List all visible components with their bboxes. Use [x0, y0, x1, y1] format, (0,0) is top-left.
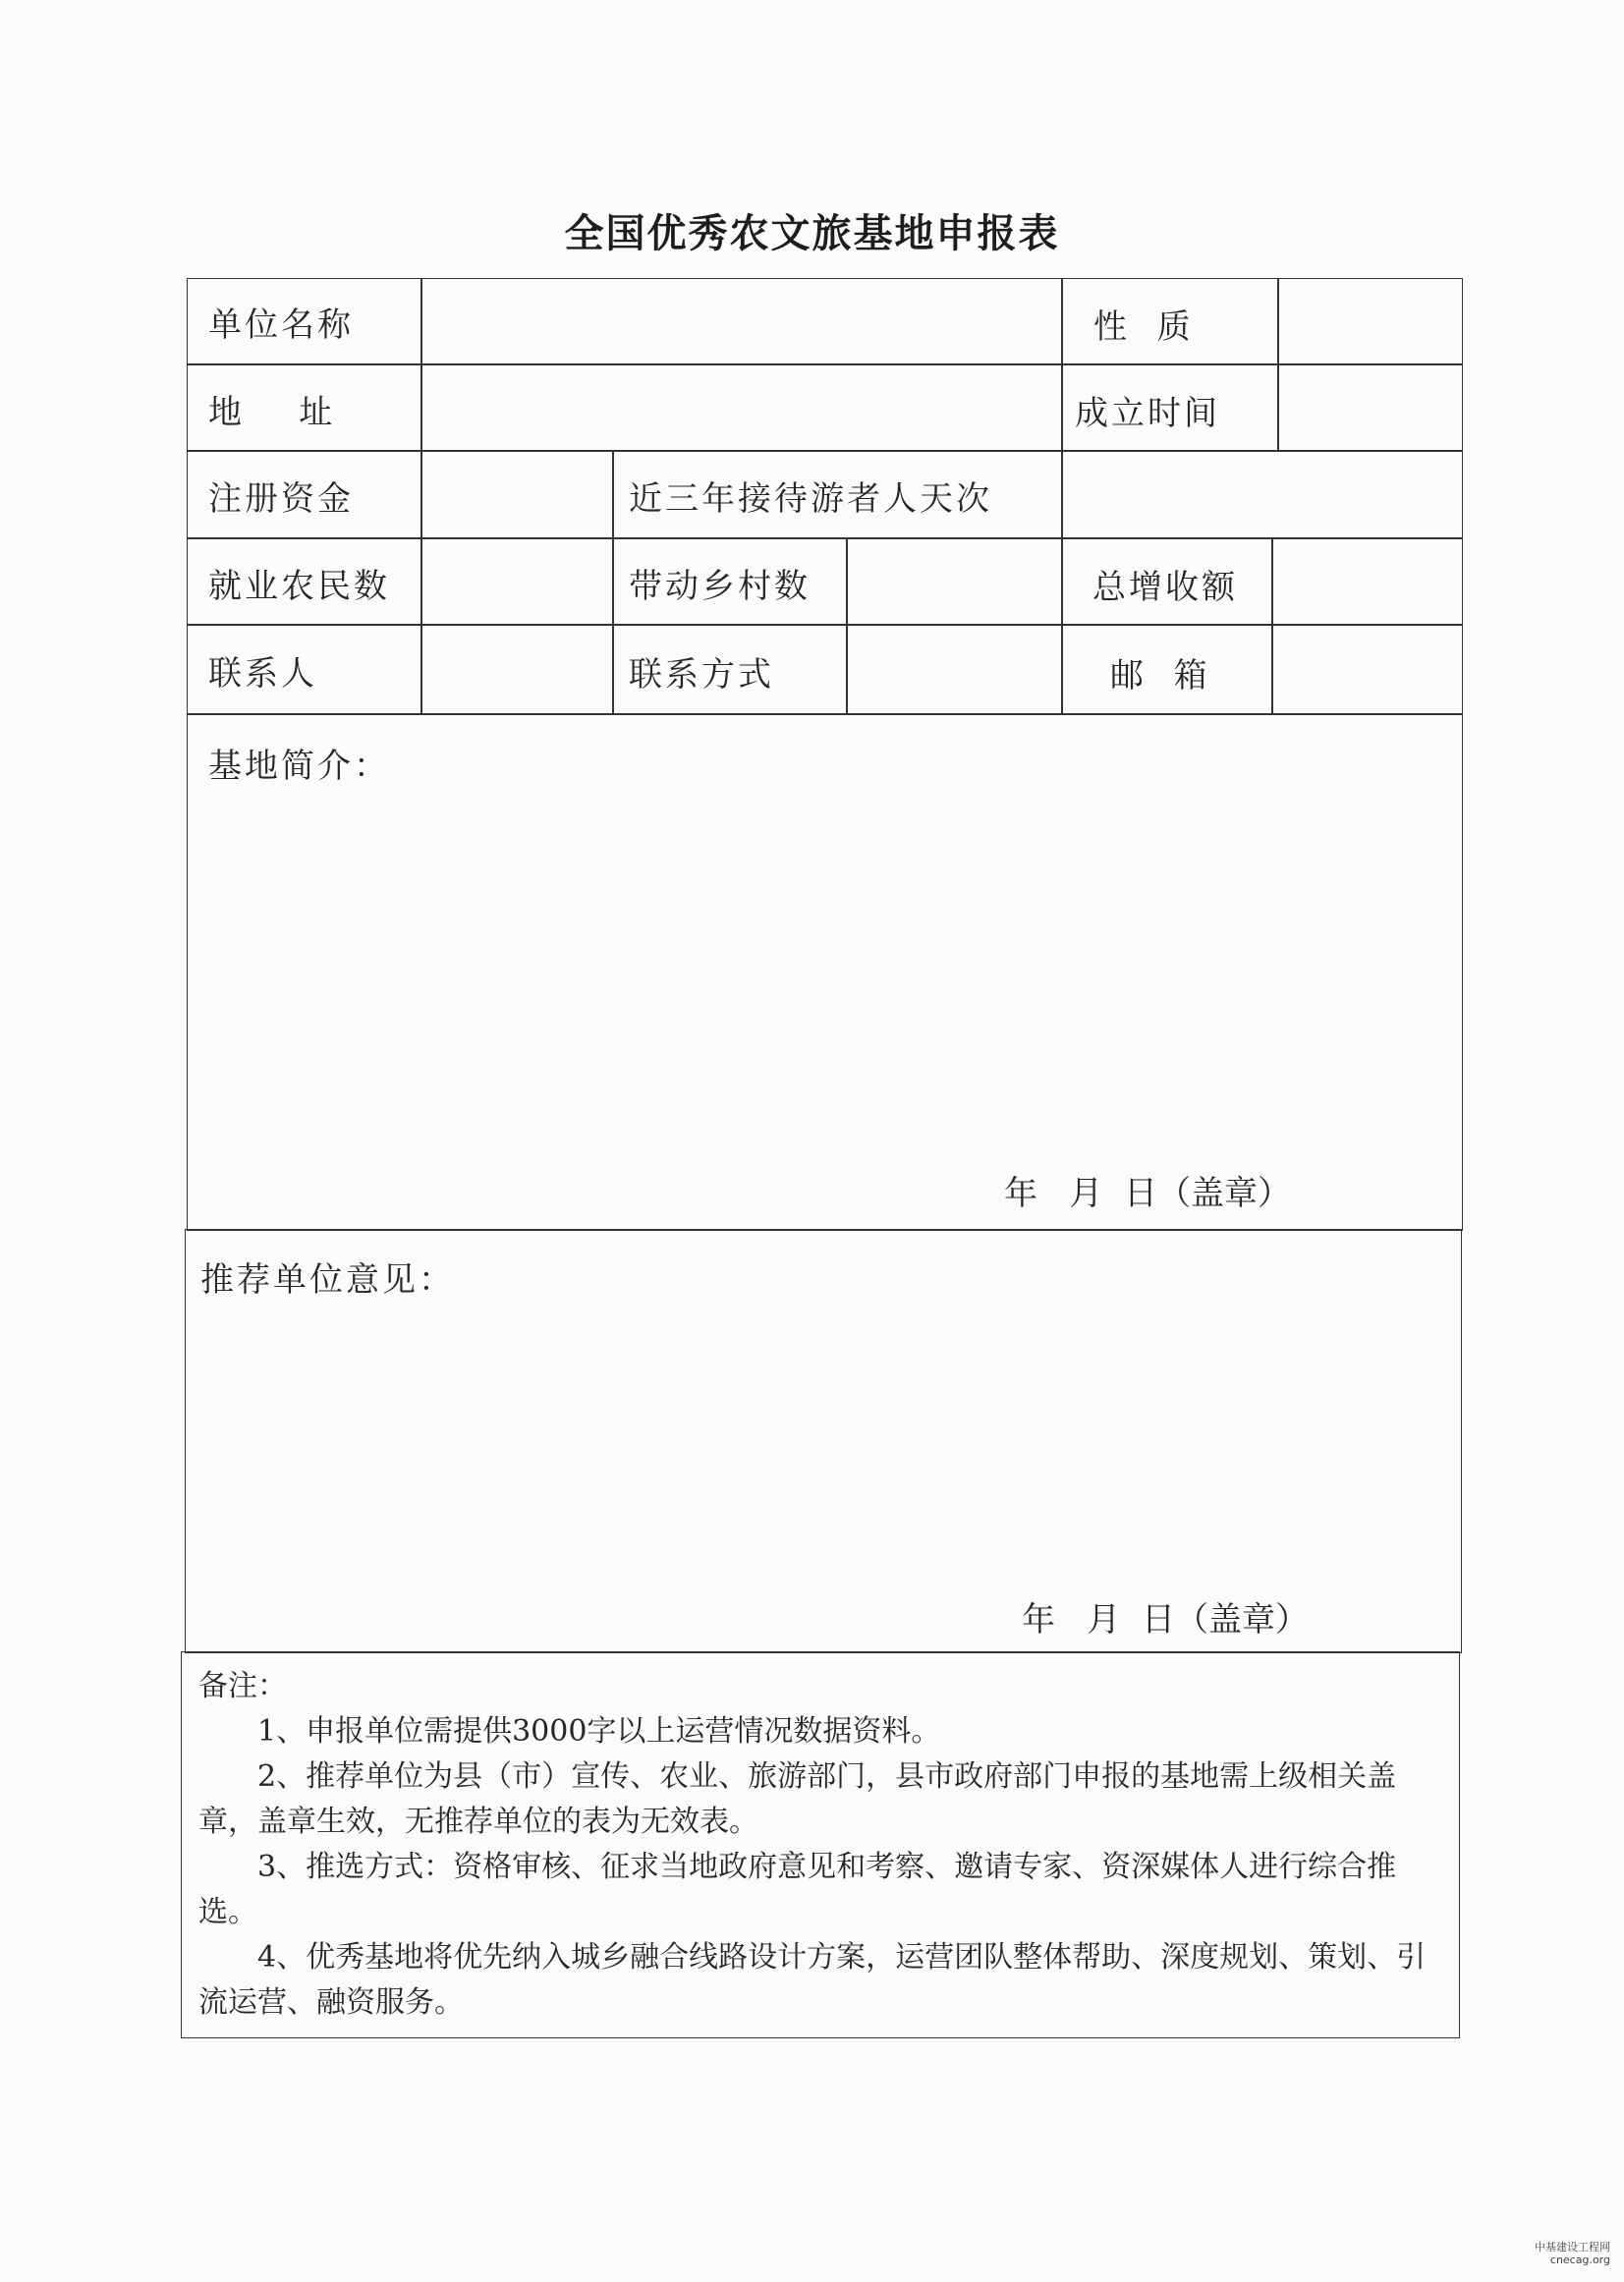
footer-site-name: 中基建设工程网 — [1535, 2241, 1610, 2254]
footer-watermark — [1535, 2241, 1610, 2266]
contact-person-label: 联系人 — [208, 654, 317, 694]
founded-time-label: 成立时间 — [1075, 394, 1220, 433]
employed-farmers-field[interactable] — [420, 537, 614, 626]
note-item-2: 2、推荐单位为县（市）宣传、农业、旅游部门，县市政府部门申报的基地需上级相关盖章，盖章生效，无推荐单位的表为无效表。 — [198, 1759, 1397, 1839]
visitors-field[interactable] — [1061, 450, 1463, 539]
recommend-date-line: 年 月 日（盖章） — [1022, 1600, 1310, 1640]
intro-date-line: 年 月 日（盖章） — [1004, 1174, 1292, 1213]
contact-method-field[interactable] — [846, 624, 1063, 715]
intro-section[interactable] — [187, 713, 1463, 1231]
total-income-label: 总增收额 — [1092, 568, 1238, 607]
notes-heading: 备注： — [198, 1669, 287, 1703]
notes-block — [198, 1664, 1446, 2026]
note-item-4: 4、优秀基地将优先纳入城乡融合线路设计方案，运营团队整体帮助、深度规划、策划、引流运营、融资服务。 — [198, 1940, 1427, 2020]
address-label: 地 址 — [208, 393, 336, 432]
note-item-3: 3、推选方式：资格审核、征求当地政府意见和考察、邀请专家、资深媒体人进行综合推选。 — [198, 1850, 1397, 1929]
address-field[interactable] — [420, 363, 1063, 452]
total-income-field[interactable] — [1271, 537, 1463, 626]
recommend-label: 推荐单位意见： — [200, 1260, 455, 1300]
email-label: 邮 箱 — [1110, 656, 1210, 696]
driven-villages-label: 带动乡村数 — [629, 567, 811, 606]
registered-capital-label: 注册资金 — [208, 479, 354, 519]
footer-site-domain: cnecag.org — [1549, 2254, 1610, 2266]
note-item-1: 1、申报单位需提供3000字以上运营情况数据资料。 — [257, 1714, 941, 1749]
visitors-label: 近三年接待游者人天次 — [629, 479, 992, 519]
registered-capital-field[interactable] — [420, 450, 614, 539]
nature-field[interactable] — [1277, 278, 1463, 365]
contact-method-label: 联系方式 — [629, 655, 774, 695]
employed-farmers-label: 就业农民数 — [208, 567, 390, 606]
contact-person-field[interactable] — [420, 624, 614, 715]
intro-label: 基地简介： — [208, 747, 390, 786]
driven-villages-field[interactable] — [846, 537, 1063, 626]
unit-name-label: 单位名称 — [208, 306, 354, 345]
unit-name-field[interactable] — [420, 278, 1063, 365]
nature-label: 性 质 — [1093, 307, 1194, 347]
page-title: 全国优秀农文旅基地申报表 — [564, 211, 1060, 256]
founded-time-field[interactable] — [1277, 363, 1463, 452]
email-field[interactable] — [1271, 624, 1463, 715]
